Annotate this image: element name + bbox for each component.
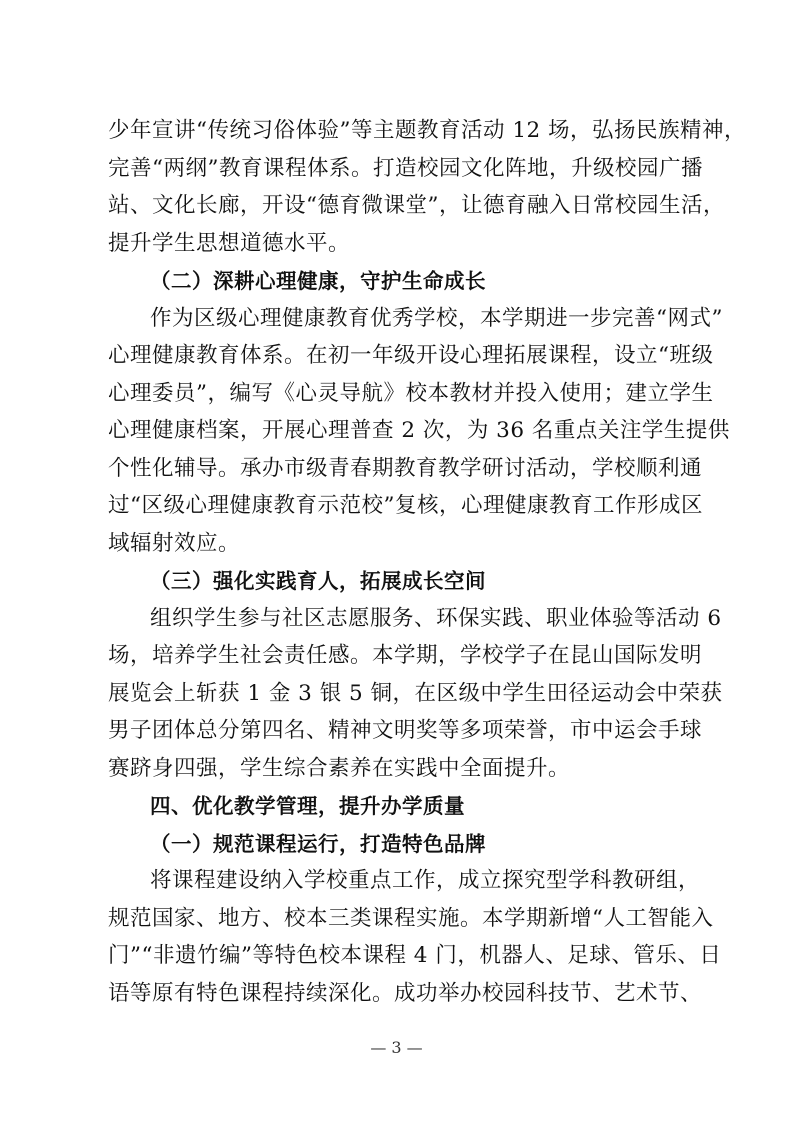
body-text-line: 组织学生参与社区志愿服务、环保实践、职业体验等活动 6 xyxy=(150,605,722,631)
body-text-line: 完善“两纲”教育课程体系。打造校园文化阵地，升级校园广播 xyxy=(108,155,703,181)
body-text-line: 心理健康档案，开展心理普查 2 次，为 36 名重点关注学生提供 xyxy=(108,418,730,443)
body-text-line: 规范国家、地方、校本三类课程实施。本学期新增“人工智能入 xyxy=(108,905,714,931)
body-text-line: 域辐射效应。 xyxy=(108,530,241,556)
section-heading: 四、优化教学管理，提升办学质量 xyxy=(150,794,465,818)
body-text-line: 场，培养学生社会责任感。本学期，学校学子在昆山国际发明 xyxy=(108,643,703,668)
subsection-heading: （二）深耕心理健康，守护生命成长 xyxy=(150,269,486,293)
subsection-heading: （三）强化实践育人，拓展成长空间 xyxy=(150,569,486,593)
body-text-line: 少年宣讲“传统习俗体验”等主题教育活动 12 场，弘扬民族精神， xyxy=(108,118,747,143)
subsection-heading: （一）规范课程运行，打造特色品牌 xyxy=(150,831,486,856)
body-text-line: 提升学生思想道德水平。 xyxy=(108,230,351,256)
body-text-line: 心理健康教育体系。在初一年级开设心理拓展课程，设立“班级 xyxy=(108,343,714,368)
body-text-line: 赛跻身四强，学生综合素养在实践中全面提升。 xyxy=(108,755,571,781)
body-text-line: 作为区级心理健康教育优秀学校，本学期进一步完善“网式” xyxy=(150,305,723,331)
page-number: — 3 — xyxy=(370,1038,423,1057)
body-text-line: 语等原有特色课程持续深化。成功举办校园科技节、艺术节、 xyxy=(108,980,703,1006)
body-text-line: 男子团体总分第四名、精神文明奖等多项荣誉，市中运会手球 xyxy=(108,718,703,743)
body-text-line: 门”“非遗竹编”等特色校本课程 4 门，机器人、足球、管乐、日 xyxy=(108,943,722,968)
body-text-line: 站、文化长廊，开设“德育微课堂”，让德育融入日常校园生活， xyxy=(108,193,725,218)
body-text-line: 展览会上斩获 1 金 3 银 5 铜，在区级中学生田径运动会中荣获 xyxy=(108,680,723,706)
body-text-line: 心理委员”，编写《心灵导航》校本教材并投入使用；建立学生 xyxy=(108,380,714,406)
body-text-line: 将课程建设纳入学校重点工作，成立探究型学科教研组， xyxy=(150,868,701,893)
body-text-line: 个性化辅导。承办市级青春期教育教学研讨活动，学校顺利通 xyxy=(108,455,703,481)
body-text-line: 过“区级心理健康教育示范校”复核，心理健康教育工作形成区 xyxy=(108,493,703,518)
